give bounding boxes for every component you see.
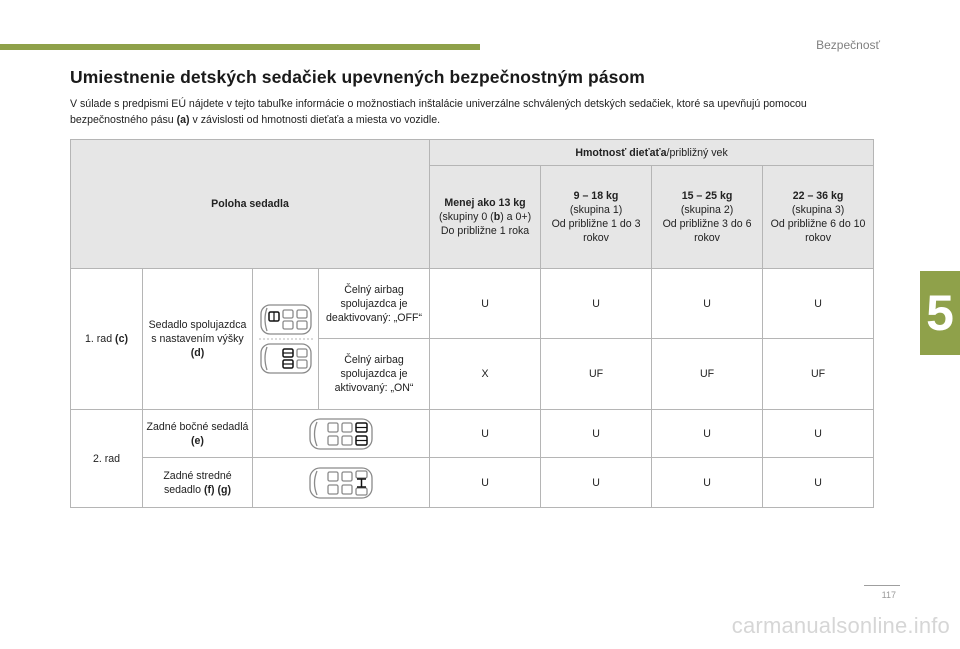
page-title: Umiestnenie detských sedačiek upevnených bezpečnostným pásom	[70, 67, 645, 87]
rear-center-seat-label: Zadné stredné sedadlo (f) (g)	[143, 458, 253, 508]
cell-r2-center-g3: U	[763, 458, 874, 508]
seat-position-header: Poloha sedadla	[71, 140, 430, 269]
intro-ref: (a)	[176, 114, 190, 126]
airbag-off-label: Čelný airbag spolujazdca je deaktivovaný: „OFF“	[319, 269, 430, 339]
rear-side-icon-cell	[253, 410, 430, 458]
intro-text-1: V súlade s predpismi EÚ nájdete v tejto tabuľke informácie o možnostiach inštalácie univerzálne schválených detských sedačiek, ktoré sa upevňujú pomocou bezpečnostného pásu	[70, 98, 807, 126]
watermark: carmanualsonline.info	[731, 613, 950, 638]
page-number: 117	[881, 590, 896, 600]
airbag-on-label: Čelný airbag spolujazdca je aktivovaný: „ON“	[319, 339, 430, 410]
group-2-header: 15 – 25 kg (skupina 2) Od približne 3 do 6 rokov	[652, 166, 763, 269]
car-rear-center-seat-icon	[306, 464, 376, 502]
weight-header: Hmotnosť dieťaťa/približný vek	[430, 140, 874, 166]
cell-r1-on-g1: UF	[541, 339, 652, 410]
section-label: Bezpečnosť	[816, 38, 880, 52]
cell-r1-on-g3: UF	[763, 339, 874, 410]
rear-center-icon-cell	[253, 458, 430, 508]
cell-r1-off-g2: U	[652, 269, 763, 339]
group-1-header: 9 – 18 kg (skupina 1) Od približne 1 do 3 rokov	[541, 166, 652, 269]
header-accent-bar	[0, 44, 480, 50]
footer-rule	[864, 585, 900, 586]
car-rear-side-seats-icon	[306, 415, 376, 453]
cell-r2-center-g2: U	[652, 458, 763, 508]
group-0-header: Menej ako 13 kg (skupiny 0 (b) a 0+) Do približne 1 roka	[430, 166, 541, 269]
row-2-label: 2. rad	[71, 410, 143, 508]
intro-text-2: v závislosti od hmotnosti dieťaťa a miesta vo vozidle.	[189, 114, 441, 126]
cell-r1-off-g3: U	[763, 269, 874, 339]
cell-r2-center-g1: U	[541, 458, 652, 508]
cell-r2-side-g0: U	[430, 410, 541, 458]
cell-r1-on-g0: X	[430, 339, 541, 410]
cell-r2-center-g0: U	[430, 458, 541, 508]
cell-r2-side-g2: U	[652, 410, 763, 458]
group-3-header: 22 – 36 kg (skupina 3) Od približne 6 do 10 rokov	[763, 166, 874, 269]
passenger-seat-label: Sedadlo spolujazdca s nastavením výšky (d)	[143, 269, 253, 410]
cell-r1-off-g0: U	[430, 269, 541, 339]
cell-r1-on-g2: UF	[652, 339, 763, 410]
child-seat-table	[70, 139, 874, 508]
row-1-label: 1. rad (c)	[71, 269, 143, 410]
car-front-passenger-icon	[255, 299, 317, 379]
chapter-tab: 5	[920, 271, 960, 355]
rear-side-seats-label: Zadné bočné sedadlá (e)	[143, 410, 253, 458]
intro-paragraph	[70, 96, 870, 128]
cell-r2-side-g1: U	[541, 410, 652, 458]
front-seat-icon-cell	[253, 269, 319, 410]
cell-r2-side-g3: U	[763, 410, 874, 458]
cell-r1-off-g1: U	[541, 269, 652, 339]
